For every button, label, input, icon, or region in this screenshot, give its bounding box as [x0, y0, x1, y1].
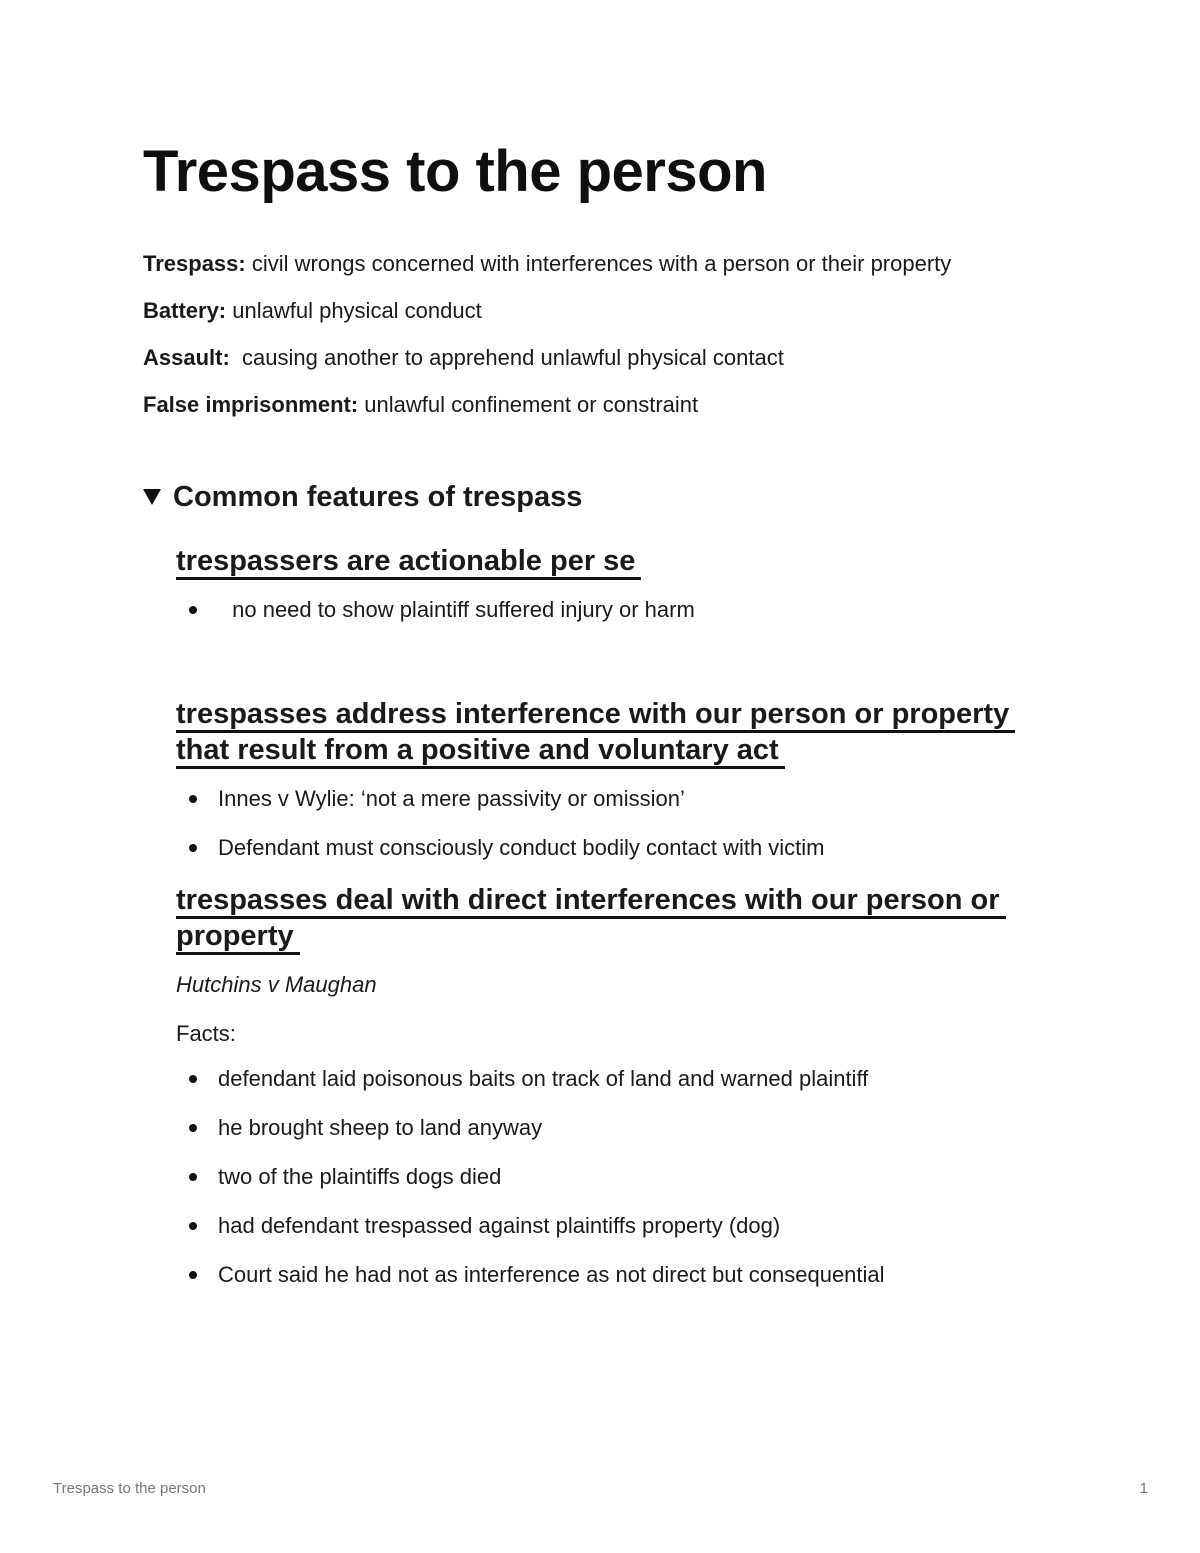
toggle-body — [143, 543, 1043, 1291]
list-item-text: Court said he had not as interference as not direct but consequential — [218, 1261, 885, 1287]
footer-page-number: 1 — [1139, 1480, 1148, 1497]
section-heading-actionable-per-se — [176, 543, 1043, 579]
page-title: Trespass to the person — [143, 139, 767, 204]
list-item — [176, 782, 1043, 815]
bullet-list — [176, 782, 1043, 864]
list-item-text: two of the plaintiffs dogs died — [218, 1163, 502, 1189]
bullet-icon — [189, 844, 197, 852]
bullet-icon — [189, 795, 197, 803]
bullet-list — [176, 593, 1043, 626]
toggle-common-features[interactable] — [143, 477, 1043, 517]
bullet-icon — [189, 1222, 197, 1230]
definition-text: causing another to apprehend unlawful physical contact — [229, 344, 784, 370]
definition-text: unlawful physical conduct — [226, 297, 482, 323]
section-heading-positive-voluntary-act — [176, 696, 1043, 768]
list-item — [176, 1160, 1043, 1193]
definition-trespass — [143, 246, 1043, 281]
page-content — [143, 140, 1043, 1307]
case-name: Hutchins v Maughan — [176, 971, 377, 997]
section-heading-text: trespassers are actionable per se — [176, 545, 641, 580]
section-heading-text: trespasses deal with direct interferences with our person or property — [176, 884, 1006, 955]
bullet-list — [176, 1062, 1043, 1291]
definition-assault — [143, 340, 1043, 375]
definition-battery — [143, 293, 1043, 328]
definition-term: False imprisonment: — [143, 391, 359, 417]
list-item-text: no need to show plaintiff suffered injury or harm — [226, 596, 695, 622]
definition-text: unlawful confinement or constraint — [358, 391, 699, 417]
bullet-icon — [189, 1075, 197, 1083]
definition-text: civil wrongs concerned with interferences with a person or their property — [245, 250, 952, 276]
list-item — [176, 831, 1043, 864]
list-item-text: had defendant trespassed against plaintiffs property (dog) — [218, 1212, 781, 1238]
list-item — [176, 1209, 1043, 1242]
bullet-icon — [189, 1271, 197, 1279]
list-item-text: defendant laid poisonous baits on track of land and warned plaintiff — [218, 1065, 869, 1091]
definition-term: Battery: — [143, 297, 227, 323]
list-item-text: he brought sheep to land anyway — [218, 1114, 543, 1140]
toggle-triangle-icon[interactable] — [143, 489, 161, 505]
list-item — [176, 1111, 1043, 1144]
list-item — [176, 1062, 1043, 1095]
toggle-heading-label: Common features of trespass — [173, 480, 583, 513]
bullet-icon — [189, 606, 197, 614]
definition-term: Assault: — [143, 344, 230, 370]
bullet-icon — [189, 1173, 197, 1181]
list-item-text: Defendant must consciously conduct bodily contact with victim — [218, 834, 825, 860]
section-heading-direct-interferences — [176, 882, 1043, 954]
section-heading-text: trespasses address interference with our person or property that result from a positive and voluntary act — [176, 698, 1015, 769]
footer-title: Trespass to the person — [53, 1480, 206, 1497]
list-item-text: Innes v Wylie: ‘not a mere passivity or omission’ — [218, 785, 685, 811]
bullet-icon — [189, 1124, 197, 1132]
list-item — [176, 1258, 1043, 1291]
definition-term: Trespass: — [143, 250, 246, 276]
list-item — [176, 593, 1043, 626]
definition-false-imprisonment — [143, 387, 1043, 422]
facts-label: Facts: — [176, 1020, 236, 1046]
